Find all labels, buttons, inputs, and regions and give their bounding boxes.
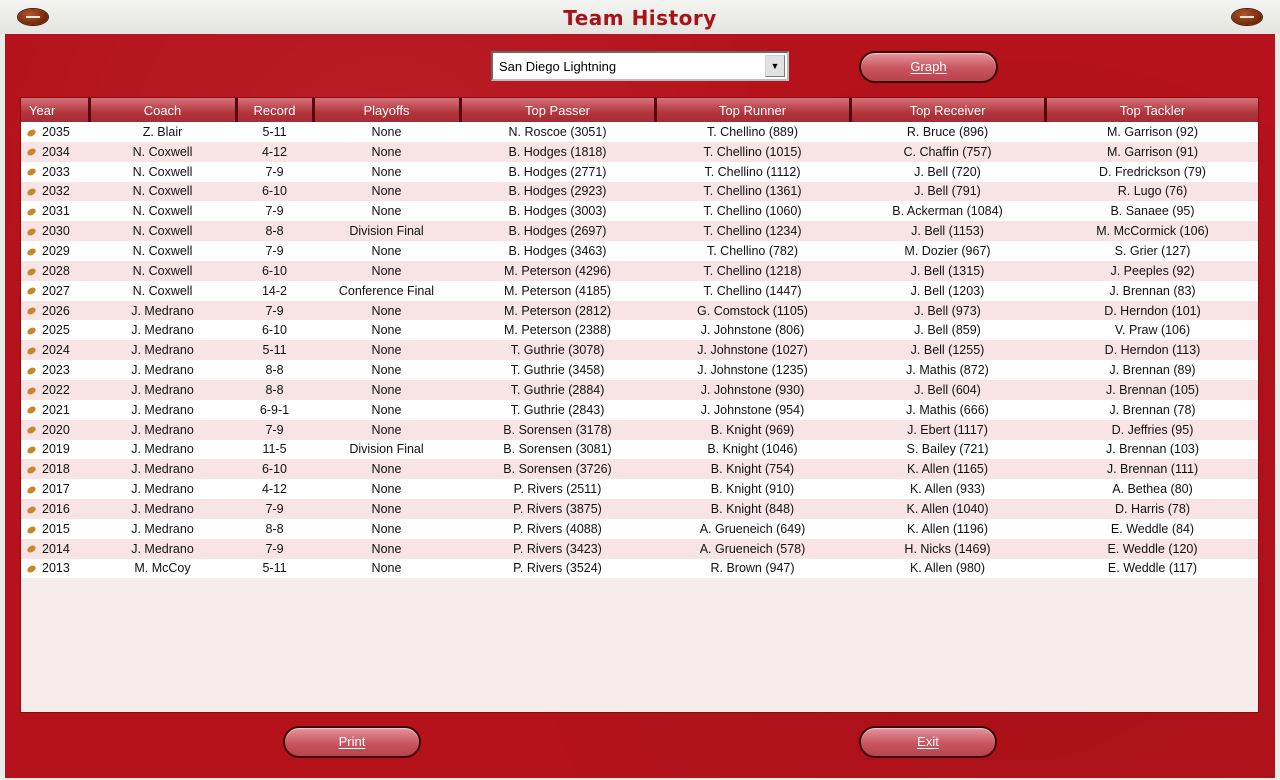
table-cell [21, 142, 89, 162]
table-cell: None [313, 122, 460, 142]
table-cell: Conference Final [313, 281, 460, 301]
table-cell: T. Chellino (782) [655, 241, 850, 261]
table-row[interactable] [21, 162, 1259, 182]
table-cell: M. Peterson (2812) [460, 301, 655, 321]
table-cell: E. Weddle (117) [1045, 559, 1259, 579]
table-cell: J. Bell (604) [850, 380, 1045, 400]
table-cell [21, 241, 89, 261]
table-cell: R. Brown (947) [655, 559, 850, 579]
table-cell [21, 201, 89, 221]
table-cell: E. Weddle (84) [1045, 519, 1259, 539]
table-cell: 7-9 [236, 539, 313, 559]
table-cell [21, 479, 89, 499]
table-cell: A. Bethea (80) [1045, 479, 1259, 499]
table-cell: None [313, 360, 460, 380]
table-cell: D. Herndon (101) [1045, 301, 1259, 321]
table-cell: None [313, 499, 460, 519]
table-cell: 7-9 [236, 162, 313, 182]
table-cell: J. Medrano [89, 360, 236, 380]
table-cell: J. Brennan (105) [1045, 380, 1259, 400]
football-icon [26, 485, 37, 495]
table-cell: J. Medrano [89, 340, 236, 360]
table-cell: M. McCoy [89, 559, 236, 579]
year-label: 2026 [42, 303, 70, 318]
exit-button[interactable]: Exit [859, 726, 997, 758]
table-cell: J. Peeples (92) [1045, 261, 1259, 281]
table-cell: N. Coxwell [89, 201, 236, 221]
table-cell: J. Bell (1315) [850, 261, 1045, 281]
table-cell: 7-9 [236, 499, 313, 519]
football-icon [26, 207, 37, 217]
table-cell: K. Allen (980) [850, 559, 1045, 579]
team-select-value: San Diego Lightning [499, 59, 617, 74]
chevron-down-icon[interactable]: ▼ [765, 55, 785, 77]
table-cell [21, 162, 89, 182]
table-cell: G. Comstock (1105) [655, 301, 850, 321]
football-icon [26, 187, 37, 197]
football-icon [26, 128, 37, 138]
table-row[interactable] [21, 440, 1259, 460]
table-cell: A. Grueneich (578) [655, 539, 850, 559]
table-cell: None [313, 400, 460, 420]
table-cell: J. Medrano [89, 320, 236, 340]
table-cell: 6-9-1 [236, 400, 313, 420]
table-cell: None [313, 320, 460, 340]
table-row[interactable] [21, 241, 1259, 261]
football-icon [26, 227, 37, 237]
table-cell: P. Rivers (3524) [460, 559, 655, 579]
football-icon [26, 167, 37, 177]
table-cell: T. Chellino (1234) [655, 221, 850, 241]
table-cell: T. Chellino (1447) [655, 281, 850, 301]
table-cell: M. McCormick (106) [1045, 221, 1259, 241]
table-cell [21, 420, 89, 440]
table-cell: 7-9 [236, 301, 313, 321]
table-cell: 8-8 [236, 360, 313, 380]
table-cell: C. Chaffin (757) [850, 142, 1045, 162]
table-cell: J. Bell (1153) [850, 221, 1045, 241]
table-cell: B. Ackerman (1084) [850, 201, 1045, 221]
table-cell [21, 360, 89, 380]
column-header-coach[interactable]: Coach [89, 98, 236, 122]
table-cell: T. Chellino (1218) [655, 261, 850, 281]
table-cell: R. Bruce (896) [850, 122, 1045, 142]
table-cell: 7-9 [236, 241, 313, 261]
table-row[interactable] [21, 400, 1259, 420]
column-header-top-passer[interactable]: Top Passer [460, 98, 655, 122]
column-header-year[interactable]: Year [21, 98, 89, 122]
table-cell: None [313, 519, 460, 539]
table-cell: J. Medrano [89, 519, 236, 539]
table-cell: J. Bell (859) [850, 320, 1045, 340]
table-cell: 7-9 [236, 420, 313, 440]
table-cell: S. Grier (127) [1045, 241, 1259, 261]
table-cell: None [313, 301, 460, 321]
column-header-top-receiver[interactable]: Top Receiver [850, 98, 1045, 122]
football-icon [26, 148, 37, 158]
table-cell: B. Knight (910) [655, 479, 850, 499]
table-cell: 6-10 [236, 320, 313, 340]
table-cell: S. Bailey (721) [850, 440, 1045, 460]
table-cell: J. Brennan (83) [1045, 281, 1259, 301]
year-label: 2029 [42, 243, 70, 258]
football-icon [26, 287, 37, 297]
table-cell: J. Medrano [89, 400, 236, 420]
table-row[interactable] [21, 261, 1259, 281]
team-history-table[interactable] [20, 97, 1259, 713]
table-cell [21, 122, 89, 142]
table-cell: J. Medrano [89, 459, 236, 479]
year-label: 2033 [42, 164, 70, 179]
table-cell: None [313, 539, 460, 559]
table-cell: J. Medrano [89, 301, 236, 321]
table-cell: E. Weddle (120) [1045, 539, 1259, 559]
table-cell: B. Knight (1046) [655, 440, 850, 460]
year-label: 2017 [42, 482, 70, 497]
table-cell: N. Coxwell [89, 142, 236, 162]
table-cell: K. Allen (933) [850, 479, 1045, 499]
table-cell: None [313, 241, 460, 261]
football-icon [26, 247, 37, 257]
table-cell: N. Roscoe (3051) [460, 122, 655, 142]
table-cell: 6-10 [236, 261, 313, 281]
table-cell: J. Medrano [89, 499, 236, 519]
football-icon [26, 386, 37, 396]
table-cell: T. Guthrie (2843) [460, 400, 655, 420]
table-cell: M. Dozier (967) [850, 241, 1045, 261]
table-cell: M. Garrison (92) [1045, 122, 1259, 142]
table-cell: M. Peterson (2388) [460, 320, 655, 340]
table-cell: 8-8 [236, 380, 313, 400]
table-cell: J. Bell (1203) [850, 281, 1045, 301]
table-cell: A. Grueneich (649) [655, 519, 850, 539]
table-cell: J. Johnstone (954) [655, 400, 850, 420]
table-cell: N. Coxwell [89, 261, 236, 281]
graph-button[interactable]: Graph [859, 51, 998, 83]
table-cell: P. Rivers (3875) [460, 499, 655, 519]
table-cell: J. Bell (973) [850, 301, 1045, 321]
table-cell: None [313, 201, 460, 221]
table-cell: None [313, 459, 460, 479]
year-label: 2025 [42, 323, 70, 338]
football-icon [1232, 9, 1262, 25]
table-cell: 8-8 [236, 221, 313, 241]
table-cell: J. Brennan (89) [1045, 360, 1259, 380]
table-row[interactable] [21, 320, 1259, 340]
table-cell: J. Mathis (666) [850, 400, 1045, 420]
table-cell: B. Hodges (2771) [460, 162, 655, 182]
table-cell: B. Sorensen (3726) [460, 459, 655, 479]
column-header-top-runner[interactable]: Top Runner [655, 98, 850, 122]
table-cell: J. Medrano [89, 479, 236, 499]
table-cell: B. Hodges (2697) [460, 221, 655, 241]
table-cell: J. Medrano [89, 420, 236, 440]
table-cell: 4-12 [236, 479, 313, 499]
football-icon [26, 465, 37, 475]
table-cell: B. Hodges (2923) [460, 182, 655, 202]
table-cell: J. Ebert (1117) [850, 420, 1045, 440]
football-icon [26, 445, 37, 455]
football-icon [26, 425, 37, 435]
table-cell [21, 301, 89, 321]
table-row[interactable] [21, 340, 1259, 360]
table-cell [21, 440, 89, 460]
table-cell [21, 559, 89, 579]
table-cell: J. Mathis (872) [850, 360, 1045, 380]
year-label: 2013 [42, 561, 70, 576]
table-cell: J. Bell (791) [850, 182, 1045, 202]
year-label: 2027 [42, 283, 70, 298]
table-cell: None [313, 142, 460, 162]
year-label: 2023 [42, 363, 70, 378]
table-cell: N. Coxwell [89, 221, 236, 241]
table-cell: 4-12 [236, 142, 313, 162]
table-cell: T. Guthrie (2884) [460, 380, 655, 400]
table-cell: J. Johnstone (930) [655, 380, 850, 400]
title-bar [0, 0, 1280, 34]
table-row[interactable] [21, 420, 1259, 440]
table-cell: T. Chellino (1361) [655, 182, 850, 202]
year-label: 2035 [42, 124, 70, 139]
column-header-playoffs[interactable]: Playoffs [313, 98, 460, 122]
table-row[interactable] [21, 281, 1259, 301]
table-row[interactable] [21, 499, 1259, 519]
table-cell: B. Knight (969) [655, 420, 850, 440]
table-cell: N. Coxwell [89, 182, 236, 202]
table-cell: B. Hodges (1818) [460, 142, 655, 162]
table-cell [21, 281, 89, 301]
year-label: 2016 [42, 501, 70, 516]
table-cell: K. Allen (1196) [850, 519, 1045, 539]
table-cell: 8-8 [236, 519, 313, 539]
table-cell: None [313, 420, 460, 440]
table-cell: V. Praw (106) [1045, 320, 1259, 340]
table-cell [21, 459, 89, 479]
table-row[interactable] [21, 182, 1259, 202]
column-header-record[interactable]: Record [236, 98, 313, 122]
year-label: 2028 [42, 263, 70, 278]
table-cell: None [313, 162, 460, 182]
table-cell: 6-10 [236, 459, 313, 479]
table-cell: T. Guthrie (3458) [460, 360, 655, 380]
table-cell: P. Rivers (4088) [460, 519, 655, 539]
table-cell: J. Johnstone (806) [655, 320, 850, 340]
table-row[interactable] [21, 380, 1259, 400]
table-cell: None [313, 559, 460, 579]
table-cell: B. Sanaee (95) [1045, 201, 1259, 221]
football-icon [26, 326, 37, 336]
column-header-top-tackler[interactable]: Top Tackler [1045, 98, 1259, 122]
table-row[interactable] [21, 122, 1259, 142]
table-cell: B. Knight (848) [655, 499, 850, 519]
football-icon [26, 564, 37, 574]
table-cell: K. Allen (1165) [850, 459, 1045, 479]
table-cell: 5-11 [236, 340, 313, 360]
table-cell [21, 539, 89, 559]
football-icon [26, 544, 37, 554]
table-row[interactable] [21, 539, 1259, 559]
table-cell: D. Fredrickson (79) [1045, 162, 1259, 182]
table-cell: K. Allen (1040) [850, 499, 1045, 519]
table-row[interactable] [21, 301, 1259, 321]
table-cell: None [313, 479, 460, 499]
table-header-row [21, 98, 1259, 122]
year-label: 2014 [42, 541, 70, 556]
table-row[interactable] [21, 459, 1259, 479]
table-cell: M. Peterson (4296) [460, 261, 655, 281]
table-cell: 14-2 [236, 281, 313, 301]
table-cell [21, 499, 89, 519]
table-cell: J. Medrano [89, 440, 236, 460]
page-title: Team History [563, 6, 717, 30]
year-label: 2018 [42, 462, 70, 477]
football-icon [26, 366, 37, 376]
table-cell: J. Medrano [89, 380, 236, 400]
table-cell: 5-11 [236, 559, 313, 579]
table-cell: J. Brennan (111) [1045, 459, 1259, 479]
table-cell: M. Peterson (4185) [460, 281, 655, 301]
football-icon [26, 505, 37, 515]
table-cell: T. Chellino (1112) [655, 162, 850, 182]
year-label: 2031 [42, 204, 70, 219]
table-cell: J. Bell (720) [850, 162, 1045, 182]
table-cell: 5-11 [236, 122, 313, 142]
table-cell: T. Chellino (1015) [655, 142, 850, 162]
table-cell: B. Knight (754) [655, 459, 850, 479]
team-select-dropdown[interactable] [491, 51, 789, 81]
table-cell: None [313, 182, 460, 202]
table-cell: T. Chellino (889) [655, 122, 850, 142]
table-cell [21, 380, 89, 400]
table-cell: D. Harris (78) [1045, 499, 1259, 519]
table-row[interactable] [21, 519, 1259, 539]
table-cell: None [313, 380, 460, 400]
table-cell [21, 320, 89, 340]
year-label: 2015 [42, 521, 70, 536]
year-label: 2022 [42, 382, 70, 397]
table-cell: D. Herndon (113) [1045, 340, 1259, 360]
table-cell: T. Guthrie (3078) [460, 340, 655, 360]
table-cell: None [313, 261, 460, 281]
year-label: 2024 [42, 343, 70, 358]
football-icon [26, 346, 37, 356]
year-label: 2021 [42, 402, 70, 417]
table-cell: 7-9 [236, 201, 313, 221]
football-icon [26, 406, 37, 416]
table-cell: B. Sorensen (3081) [460, 440, 655, 460]
table-cell: Z. Blair [89, 122, 236, 142]
table-cell: B. Hodges (3463) [460, 241, 655, 261]
table-row[interactable] [21, 360, 1259, 380]
table-cell: N. Coxwell [89, 281, 236, 301]
table-cell [21, 519, 89, 539]
year-label: 2030 [42, 224, 70, 239]
table-cell: None [313, 340, 460, 360]
table-cell: B. Sorensen (3178) [460, 420, 655, 440]
football-icon [26, 267, 37, 277]
year-label: 2019 [42, 442, 70, 457]
football-icon [26, 525, 37, 535]
table-cell: M. Garrison (91) [1045, 142, 1259, 162]
table-row[interactable] [21, 559, 1259, 579]
table-cell: R. Lugo (76) [1045, 182, 1259, 202]
table-cell: Division Final [313, 440, 460, 460]
table-cell [21, 182, 89, 202]
table-row[interactable] [21, 201, 1259, 221]
table-cell [21, 400, 89, 420]
table-cell: 11-5 [236, 440, 313, 460]
table-cell: H. Nicks (1469) [850, 539, 1045, 559]
table-cell: J. Medrano [89, 539, 236, 559]
table-cell [21, 261, 89, 281]
table-cell: T. Chellino (1060) [655, 201, 850, 221]
table-row[interactable] [21, 142, 1259, 162]
table-cell: J. Brennan (103) [1045, 440, 1259, 460]
table-cell: Division Final [313, 221, 460, 241]
football-icon [26, 306, 37, 316]
table-cell: P. Rivers (2511) [460, 479, 655, 499]
table-cell: P. Rivers (3423) [460, 539, 655, 559]
table-row[interactable] [21, 221, 1259, 241]
table-cell: B. Hodges (3003) [460, 201, 655, 221]
table-cell: N. Coxwell [89, 162, 236, 182]
year-label: 2032 [42, 184, 70, 199]
table-cell [21, 221, 89, 241]
table-row[interactable] [21, 479, 1259, 499]
table-cell: 6-10 [236, 182, 313, 202]
table-cell: N. Coxwell [89, 241, 236, 261]
year-label: 2020 [42, 422, 70, 437]
print-button[interactable]: Print [283, 726, 421, 758]
year-label: 2034 [42, 144, 70, 159]
table-cell: J. Bell (1255) [850, 340, 1045, 360]
table-cell: J. Johnstone (1027) [655, 340, 850, 360]
table-cell [21, 340, 89, 360]
table-cell: J. Brennan (78) [1045, 400, 1259, 420]
table-cell: D. Jeffries (95) [1045, 420, 1259, 440]
table-cell: J. Johnstone (1235) [655, 360, 850, 380]
